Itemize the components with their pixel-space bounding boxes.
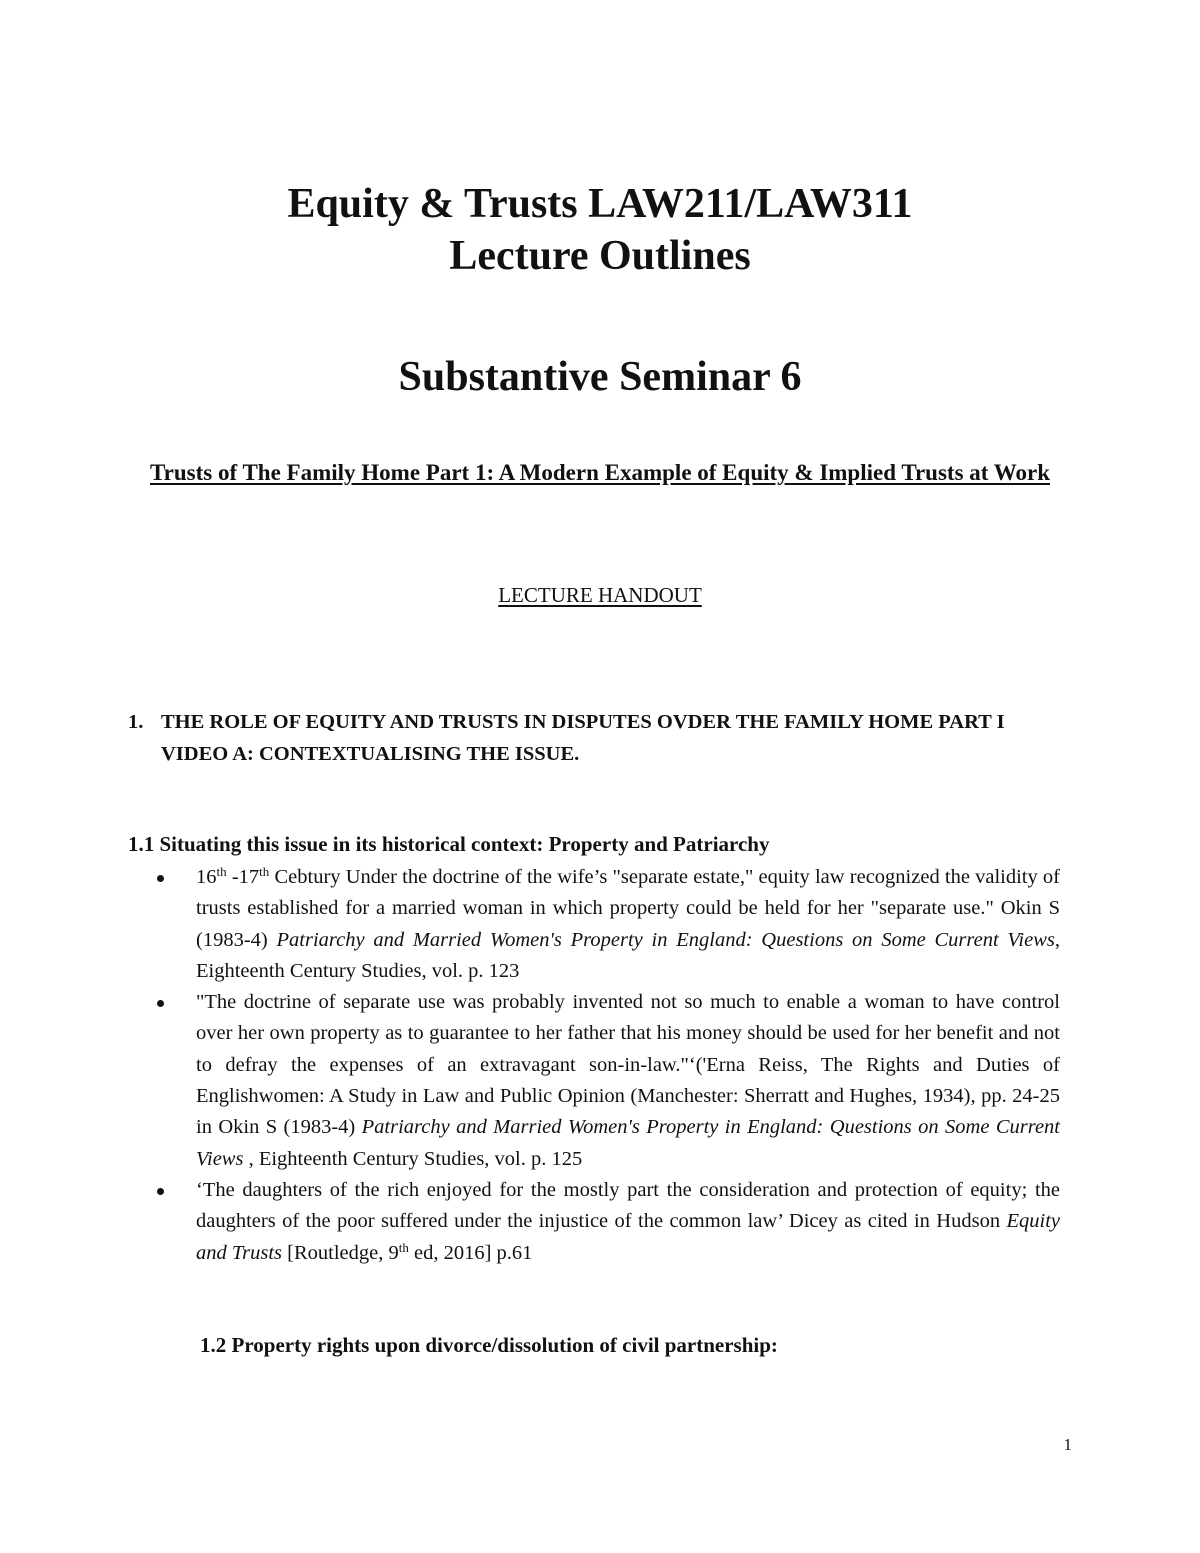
section-1-heading: [128, 706, 1068, 770]
page-number: 1: [1063, 1435, 1072, 1454]
citation-title: Patriarchy and Married Women's Property in England: Questions on Some Current Views: [276, 928, 1055, 951]
superscript: th: [259, 864, 270, 879]
bullet-icon: [157, 875, 164, 882]
subsection-1-1-heading: 1.1 Situating this issue in its historical context: Property and Patriarchy: [128, 832, 770, 856]
handout-label: LECTURE HANDOUT: [498, 583, 702, 607]
list-item: [152, 987, 1060, 1175]
bullet-text: ed, 2016] p.61: [408, 1241, 533, 1264]
seminar-heading: Substantive Seminar 6: [398, 354, 802, 400]
lecture-subtitle: Trusts of The Family Home Part 1: A Modern Example of Equity & Implied Trusts at Work: [150, 460, 1050, 485]
section-number: 1.: [128, 711, 144, 733]
document-title: [0, 178, 1200, 282]
bullet-list: [152, 862, 1060, 1269]
superscript: th: [216, 864, 227, 879]
title-line-2: Lecture Outlines: [449, 233, 751, 279]
subsection-1-2-heading: 1.2 Property rights upon divorce/dissolution of civil partnership:: [200, 1333, 778, 1357]
citation-title: Patriarchy and Married Women's Property in England: Questions on Some Current Views: [196, 1116, 1060, 1170]
bullet-text: Cebtury Under the doctrine of the wife’s "separate estate," equity law recognized the validity of trusts established for a married woman in which property could be held for her "separate use." Okin S (1983-4): [196, 866, 1061, 951]
superscript: th: [398, 1239, 409, 1255]
bullet-text: ‘The daughters of the rich enjoyed for the mostly part the consideration and protection of equity; the daughters of the poor suffered under the injustice of the common law’ Dicey as cited in Hudson: [196, 1178, 1060, 1233]
bullet-icon: [157, 1000, 164, 1007]
bullet-text: "The doctrine of separate use was probably invented not so much to enable a woman to have control over her own property as to guarantee to her father that his money should be used for her benefit and not to defray the expenses of an extravagant son-in-law."‘('Erna Reiss, The Rights and Duties of Englishwomen: A Study in Law and Public Opinion (Manchester: Sherratt and Hughes, 1934), pp. 24-25 in Okin S (1983-4): [196, 991, 1060, 1139]
bullet-text: 16: [196, 866, 217, 888]
bullet-icon: [157, 1188, 164, 1195]
citation-title: Equity and Trusts: [196, 1210, 1060, 1264]
bullet-text: -17: [226, 866, 260, 888]
bullet-text: , Eighteenth Century Studies, vol. p. 123: [196, 928, 1060, 982]
bullet-text: , Eighteenth Century Studies, vol. p. 125: [243, 1147, 583, 1170]
title-line-1: Equity & Trusts LAW211/LAW311: [287, 181, 913, 227]
bullet-text: [Routledge, 9: [282, 1241, 399, 1264]
list-item: [152, 1175, 1060, 1269]
list-item: [152, 862, 1060, 987]
section-title: THE ROLE OF EQUITY AND TRUSTS IN DISPUTES OVDER THE FAMILY HOME PART I VIDEO A: CONTEXTUALISING THE ISSUE.: [161, 711, 1005, 765]
